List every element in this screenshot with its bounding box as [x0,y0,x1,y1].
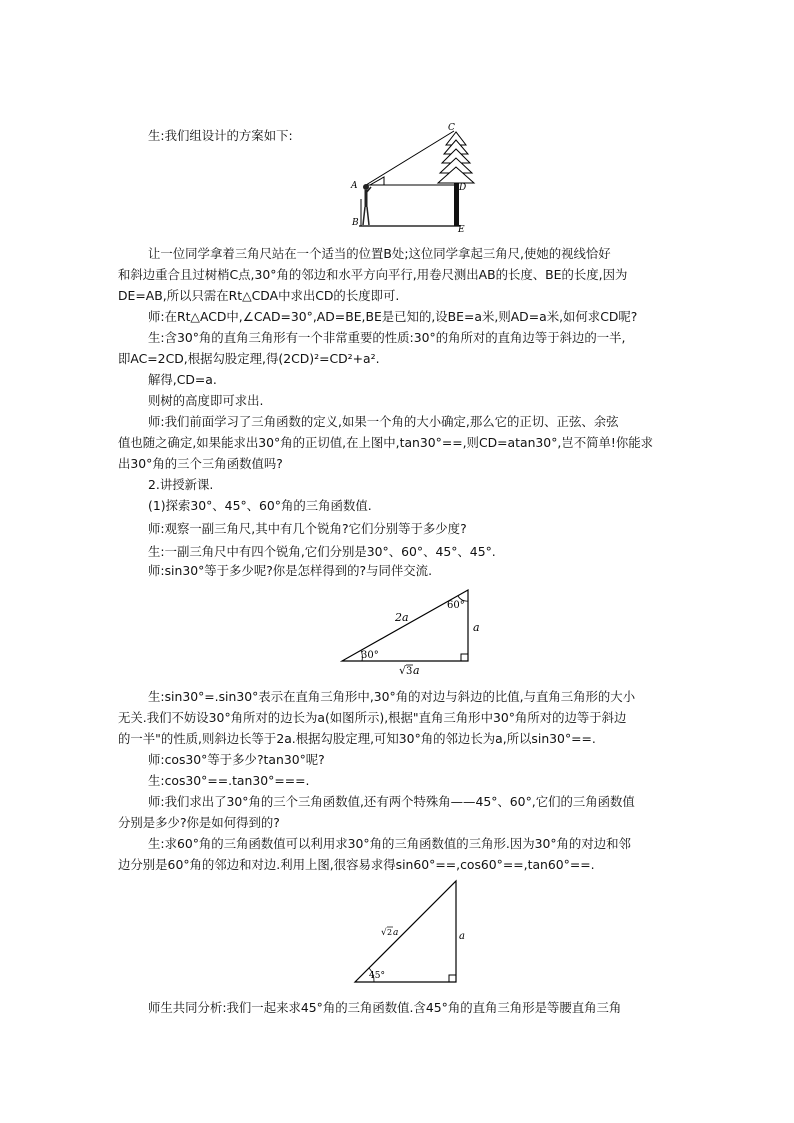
text-line: DE=AB,所以只需在Rt△CDA中求出CD的长度即可. [118,288,400,303]
text-line: 的一半"的性质,则斜边长等于2a.根据勾股定理,可知30°角的邻边长为a,所以sin30°==. [118,731,596,746]
text-line: 生:一副三角尺中有四个锐角,它们分别是30°、60°、45°、45°. [148,544,496,559]
text-line: 则树的高度即可求出. [148,393,264,408]
text-line: 师:观察一副三角尺,其中有几个锐角?它们分别等于多少度? [148,521,467,536]
angle-60-label: 60° [447,600,465,611]
text-line: 分别是多少?你是如何得到的? [118,815,280,830]
text-line: 师:我们求出了30°角的三个三角函数值,还有两个特殊角——45°、60°,它们的三角函数值 [148,794,635,809]
text-line: (1)探索30°、45°、60°角的三角函数值. [148,498,372,513]
text-line: 即AC=2CD,根据勾股定理,得(2CD)²=CD²+a². [118,351,380,366]
hypotenuse-root-label: 2 [387,928,393,937]
label-C: C [448,123,455,133]
text-line: 师:在Rt△ACD中,∠CAD=30°,AD=BE,BE是已知的,设BE=a米,则AD=a米,如何求CD呢? [148,309,638,324]
text-line: 解得,CD=a. [148,372,217,387]
triangle-45-figure [352,879,472,985]
hypotenuse-label: 2a [395,611,409,624]
tree-measurement-figure [340,121,490,233]
label-E: E [458,225,465,233]
text-line: 生:我们组设计的方案如下: [148,128,293,143]
triangle-30-figure [340,587,480,679]
opposite-side-label: a [459,931,465,942]
adjacent-var-label: a [413,664,420,677]
text-line: 无关.我们不妨设30°角所对的边长为a(如图所示),根据"直角三角形中30°角所对的边等于斜边 [118,710,627,725]
text-line: 2.讲授新课. [148,477,214,492]
text-line: 师:sin30°等于多少呢?你是怎样得到的?与同伴交流. [148,563,433,578]
text-line: 师生共同分析:我们一起来求45°角的三角函数值.含45°角的直角三角形是等腰直角三角 [148,1000,622,1015]
label-B: B [352,218,359,228]
text-line: 师:我们前面学习了三角函数的定义,如果一个角的大小确定,那么它的正切、正弦、余弦 [148,414,619,429]
text-line: 生:cos30°==.tan30°===. [148,773,310,788]
text-line: 生:sin30°=.sin30°表示在直角三角形中,30°角的对边与斜边的比值,与直角三角形的大小 [148,689,636,704]
text-line: 边分别是60°角的邻边和对边.利用上图,很容易求得sin60°==,cos60°==,tan60°==. [118,857,595,872]
sqrt-sign: √ [381,928,387,938]
text-line: 生:含30°角的直角三角形有一个非常重要的性质:30°的角所对的直角边等于斜边的一半, [148,330,626,345]
text-line: 和斜边重合且过树梢C点,30°角的邻边和水平方向平行,用卷尺测出AB的长度、BE的长度,因为 [118,267,628,282]
text-line: 让一位同学拿着三角尺站在一个适当的位置B处;这位同学拿起三角尺,使她的视线恰好 [148,246,611,261]
sqrt-sign: √ [399,664,407,677]
label-A: A [351,181,358,191]
text-line: 师:cos30°等于多少?tan30°呢? [148,752,325,767]
opposite-side-label: a [473,621,480,634]
hypotenuse-var-label: a [393,928,399,938]
text-line: 生:求60°角的三角函数值可以利用求30°角的三角函数值的三角形.因为30°角的对边和邻 [148,836,631,851]
adjacent-root-label: 3 [406,666,413,677]
angle-45-label: 45° [369,971,385,981]
text-line: 出30°角的三个三角函数值吗? [118,456,283,471]
label-D: D [459,183,467,193]
angle-30-label: 30° [361,650,379,661]
text-line: 值也随之确定,如果能求出30°角的正切值,在上图中,tan30°==,则CD=atan30°,岂不简单!你能求 [118,435,654,450]
